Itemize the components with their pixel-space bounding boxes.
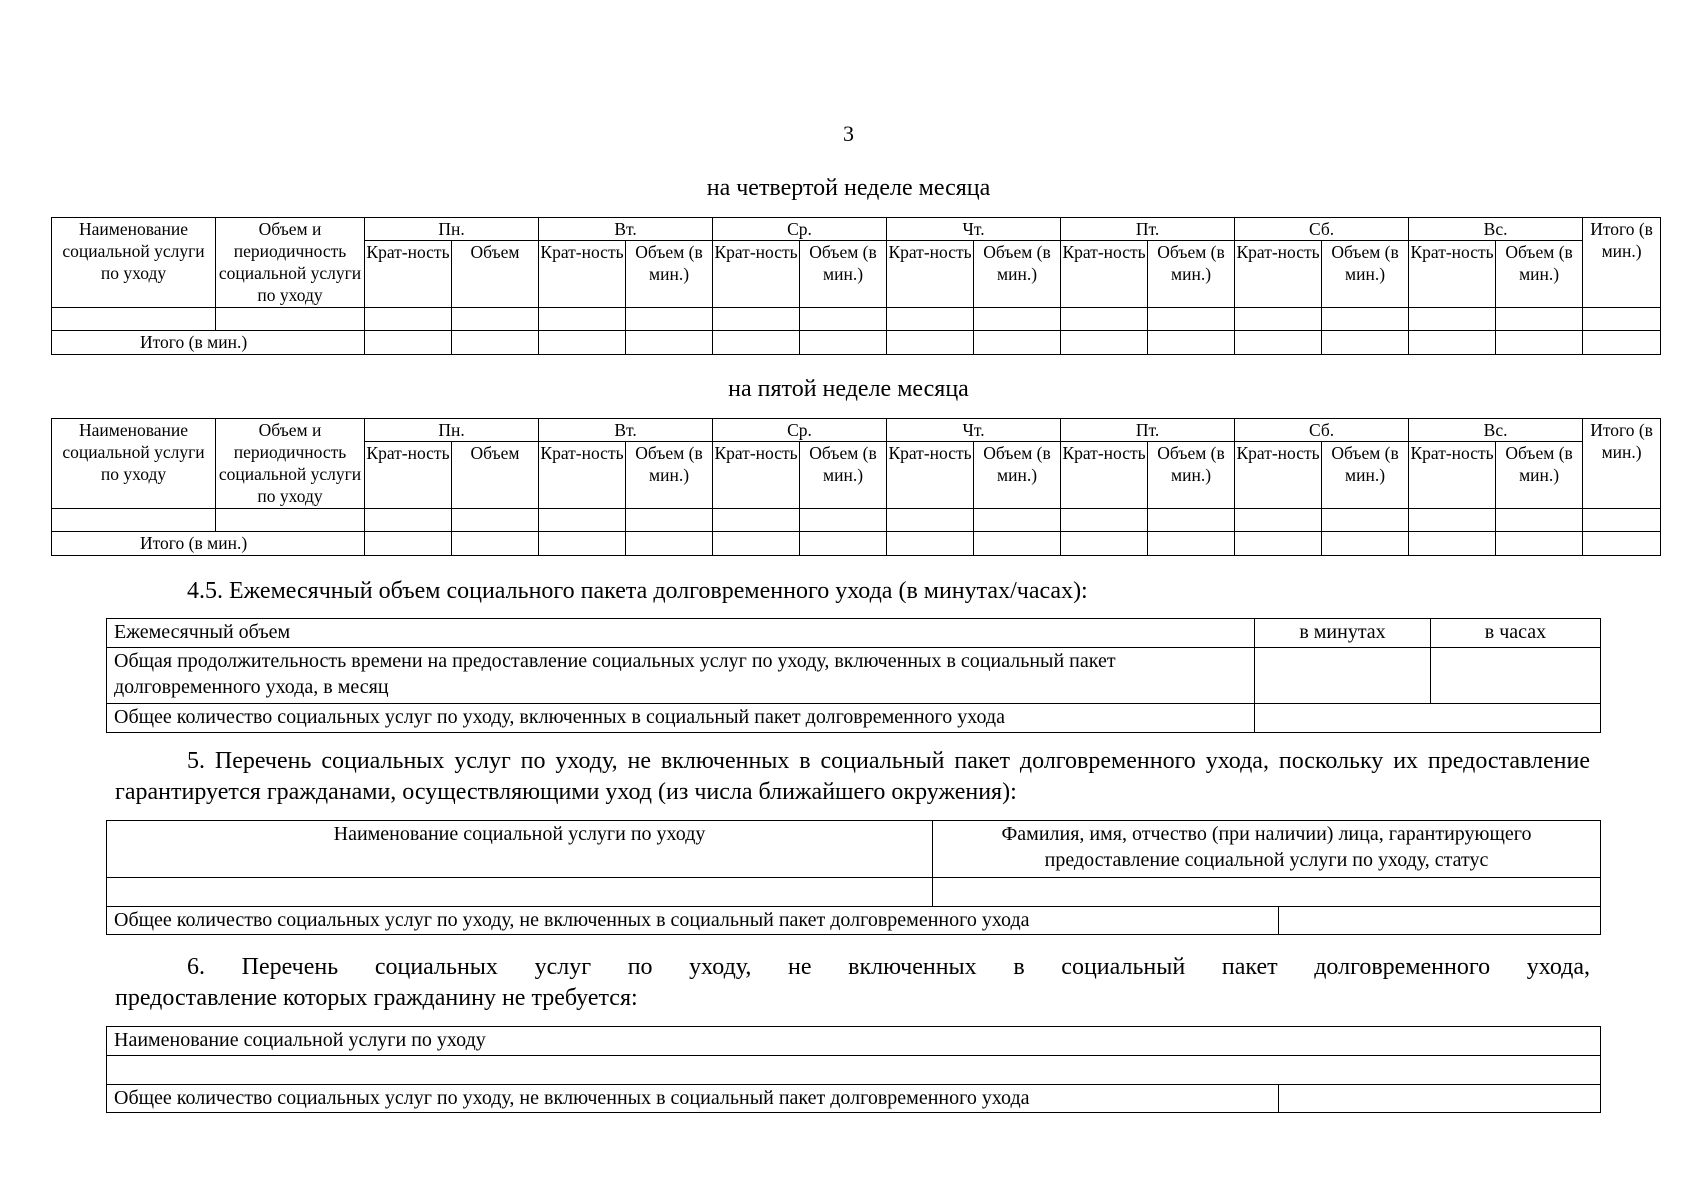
day-wed: Ср. [713, 218, 887, 241]
empty-cell[interactable] [713, 509, 800, 532]
sub-volume: Объем (в мин.) [1496, 241, 1583, 308]
empty-cell[interactable] [1235, 308, 1322, 331]
col-guarantor: Фамилия, имя, отчество (при наличии) лица, гарантирующего предоставление социальной услуги по уходу, статус [933, 821, 1601, 878]
empty-cell[interactable] [1255, 704, 1601, 733]
sub-frequency: Крат-ность [1061, 241, 1148, 308]
empty-cell[interactable] [1279, 907, 1601, 935]
sub-frequency: Крат-ность [887, 442, 974, 509]
sub-frequency: Крат-ность [887, 241, 974, 308]
week5-table [51, 418, 1661, 556]
empty-cell[interactable] [626, 509, 713, 532]
empty-cell[interactable] [1409, 509, 1496, 532]
day-mon: Пн. [365, 218, 539, 241]
week4-heading: на четвертой неделе месяца [706, 175, 991, 201]
empty-cell[interactable] [539, 331, 626, 355]
sub-frequency: Крат-ность [365, 442, 452, 509]
sub-frequency: Крат-ность [1235, 442, 1322, 509]
empty-cell[interactable] [713, 331, 800, 355]
sub-volume: Объем (в мин.) [1148, 241, 1235, 308]
sub-volume: Объем (в мин.) [974, 442, 1061, 509]
empty-cell[interactable] [933, 878, 1601, 907]
empty-cell[interactable] [1061, 308, 1148, 331]
empty-cell[interactable] [1235, 331, 1322, 355]
empty-cell[interactable] [1061, 532, 1148, 556]
empty-cell[interactable] [800, 532, 887, 556]
empty-cell[interactable] [1496, 331, 1583, 355]
empty-cell[interactable] [887, 331, 974, 355]
empty-cell[interactable] [1583, 509, 1661, 532]
empty-cell[interactable] [1322, 308, 1409, 331]
empty-cell[interactable] [52, 308, 216, 331]
empty-cell[interactable] [1583, 331, 1661, 355]
empty-cell[interactable] [52, 509, 216, 532]
col-volume-periodicity: Объем и периодичность социальной услуги по уходу [216, 419, 365, 509]
empty-cell[interactable] [1322, 331, 1409, 355]
empty-cell[interactable] [452, 308, 539, 331]
empty-cell[interactable] [1431, 648, 1601, 704]
total-label: Итого (в мин.) [52, 331, 365, 355]
day-tue: Вт. [539, 419, 713, 442]
empty-cell[interactable] [1148, 308, 1235, 331]
empty-cell[interactable] [107, 878, 933, 907]
empty-cell[interactable] [452, 532, 539, 556]
day-fri: Пт. [1061, 419, 1235, 442]
total-row [52, 331, 1661, 355]
empty-cell[interactable] [887, 308, 974, 331]
guaranteed-services-table [106, 820, 1601, 935]
col-service-name: Наименование социальной услуги по уходу [107, 1027, 1601, 1056]
empty-cell[interactable] [1496, 308, 1583, 331]
empty-cell[interactable] [1322, 509, 1409, 532]
day-mon: Пн. [365, 419, 539, 442]
total-label: Итого (в мин.) [52, 532, 365, 556]
sub-volume: Объем (в мин.) [1148, 442, 1235, 509]
sub-frequency: Крат-ность [539, 442, 626, 509]
empty-cell[interactable] [452, 509, 539, 532]
section-5-title: 5. Перечень социальных услуг по уходу, не включенных в социальный пакет долговременного ухода, поскольку их предоставление гарантируется гражданами, осуществляющими уход (из числа ближайшего окружения): [115, 748, 1590, 805]
empty-cell[interactable] [1409, 532, 1496, 556]
sub-volume: Объем (в мин.) [1322, 241, 1409, 308]
empty-cell[interactable] [974, 331, 1061, 355]
col-service-name: Наименование социальной услуги по уходу [107, 821, 933, 878]
empty-cell[interactable] [800, 509, 887, 532]
empty-cell[interactable] [1496, 532, 1583, 556]
day-fri: Пт. [1061, 218, 1235, 241]
col-volume-periodicity: Объем и периодичность социальной услуги по уходу [216, 218, 365, 308]
empty-cell[interactable] [974, 532, 1061, 556]
day-tue: Вт. [539, 218, 713, 241]
empty-cell[interactable] [974, 308, 1061, 331]
week5-heading: на пятой неделе месяца [728, 376, 969, 402]
empty-cell[interactable] [974, 509, 1061, 532]
col-service-name: Наименование социальной услуги по уходу [52, 419, 216, 509]
col-total: Итого (в мин.) [1583, 218, 1661, 308]
row-total-duration: Общая продолжительность времени на предоставление социальных услуг по уходу, включенных в социальный пакет долговременного ухода, в месяц [107, 648, 1255, 704]
section-4-5-title: 4.5. Ежемесячный объем социального пакета долговременного ухода (в минутах/часах): [187, 578, 1088, 604]
empty-cell[interactable] [365, 509, 452, 532]
sub-volume: Объем (в мин.) [800, 241, 887, 308]
empty-cell[interactable] [800, 308, 887, 331]
table-row [52, 509, 1661, 532]
day-sat: Сб. [1235, 218, 1409, 241]
empty-cell[interactable] [1061, 331, 1148, 355]
col-service-name: Наименование социальной услуги по уходу [52, 218, 216, 308]
empty-cell[interactable] [626, 331, 713, 355]
empty-cell[interactable] [365, 532, 452, 556]
section-6-title: 6. Перечень социальных услуг по уходу, не включенных в социальный пакет долговременного ухода, предоставление которых гражданину не требуется: [115, 954, 1590, 1011]
week4-table [51, 217, 1661, 355]
sub-frequency: Крат-ность [539, 241, 626, 308]
sub-volume: Объем (в мин.) [1496, 442, 1583, 509]
sub-frequency: Крат-ность [1061, 442, 1148, 509]
sub-frequency: Крат-ность [1235, 241, 1322, 308]
empty-cell[interactable] [216, 509, 365, 532]
day-sun: Вс. [1409, 419, 1583, 442]
day-wed: Ср. [713, 419, 887, 442]
sub-volume: Объем (в мин.) [1322, 442, 1409, 509]
day-sun: Вс. [1409, 218, 1583, 241]
row-total-count: Общее количество социальных услуг по уходу, включенных в социальный пакет долговременного ухода [107, 704, 1255, 733]
empty-cell[interactable] [365, 308, 452, 331]
empty-cell[interactable] [887, 532, 974, 556]
table-row [107, 1056, 1601, 1085]
empty-cell[interactable] [1061, 509, 1148, 532]
col-total: Итого (в мин.) [1583, 419, 1661, 509]
sub-volume: Объем [452, 241, 539, 308]
sub-frequency: Крат-ность [713, 241, 800, 308]
sub-volume: Объем (в мин.) [974, 241, 1061, 308]
header-minutes: в минутах [1255, 619, 1431, 648]
empty-cell[interactable] [1409, 308, 1496, 331]
day-sat: Сб. [1235, 419, 1409, 442]
not-required-services-table [106, 1026, 1601, 1113]
empty-cell[interactable] [539, 509, 626, 532]
total-label: Общее количество социальных услуг по уходу, не включенных в социальный пакет долговременного ухода [107, 1085, 1279, 1113]
empty-cell[interactable] [1148, 331, 1235, 355]
header-monthly-volume: Ежемесячный объем [107, 619, 1255, 648]
empty-cell[interactable] [1235, 509, 1322, 532]
header-hours: в часах [1431, 619, 1601, 648]
sub-volume: Объем (в мин.) [800, 442, 887, 509]
empty-cell[interactable] [1279, 1085, 1601, 1113]
monthly-volume-table [106, 618, 1601, 733]
sub-frequency: Крат-ность [1409, 241, 1496, 308]
empty-cell[interactable] [1322, 532, 1409, 556]
empty-cell[interactable] [1583, 532, 1661, 556]
empty-cell[interactable] [887, 509, 974, 532]
page-number: 3 [843, 121, 854, 146]
sub-frequency: Крат-ность [1409, 442, 1496, 509]
sub-frequency: Крат-ность [365, 241, 452, 308]
empty-cell[interactable] [1409, 331, 1496, 355]
empty-cell[interactable] [1255, 648, 1431, 704]
empty-cell[interactable] [1496, 509, 1583, 532]
empty-cell[interactable] [539, 532, 626, 556]
total-row [52, 532, 1661, 556]
empty-cell[interactable] [107, 1056, 1601, 1085]
empty-cell[interactable] [216, 308, 365, 331]
empty-cell[interactable] [1148, 532, 1235, 556]
empty-cell[interactable] [365, 331, 452, 355]
table-row [52, 308, 1661, 331]
table-row [107, 878, 1601, 907]
empty-cell[interactable] [1235, 532, 1322, 556]
sub-volume: Объем (в мин.) [626, 241, 713, 308]
empty-cell[interactable] [1583, 308, 1661, 331]
empty-cell[interactable] [1148, 509, 1235, 532]
total-label: Общее количество социальных услуг по уходу, не включенных в социальный пакет долговременного ухода [107, 907, 1279, 935]
day-thu: Чт. [887, 218, 1061, 241]
empty-cell[interactable] [539, 308, 626, 331]
empty-cell[interactable] [713, 532, 800, 556]
empty-cell[interactable] [626, 308, 713, 331]
sub-volume: Объем (в мин.) [626, 442, 713, 509]
sub-volume: Объем [452, 442, 539, 509]
empty-cell[interactable] [626, 532, 713, 556]
day-thu: Чт. [887, 419, 1061, 442]
sub-frequency: Крат-ность [713, 442, 800, 509]
empty-cell[interactable] [713, 308, 800, 331]
empty-cell[interactable] [800, 331, 887, 355]
empty-cell[interactable] [452, 331, 539, 355]
